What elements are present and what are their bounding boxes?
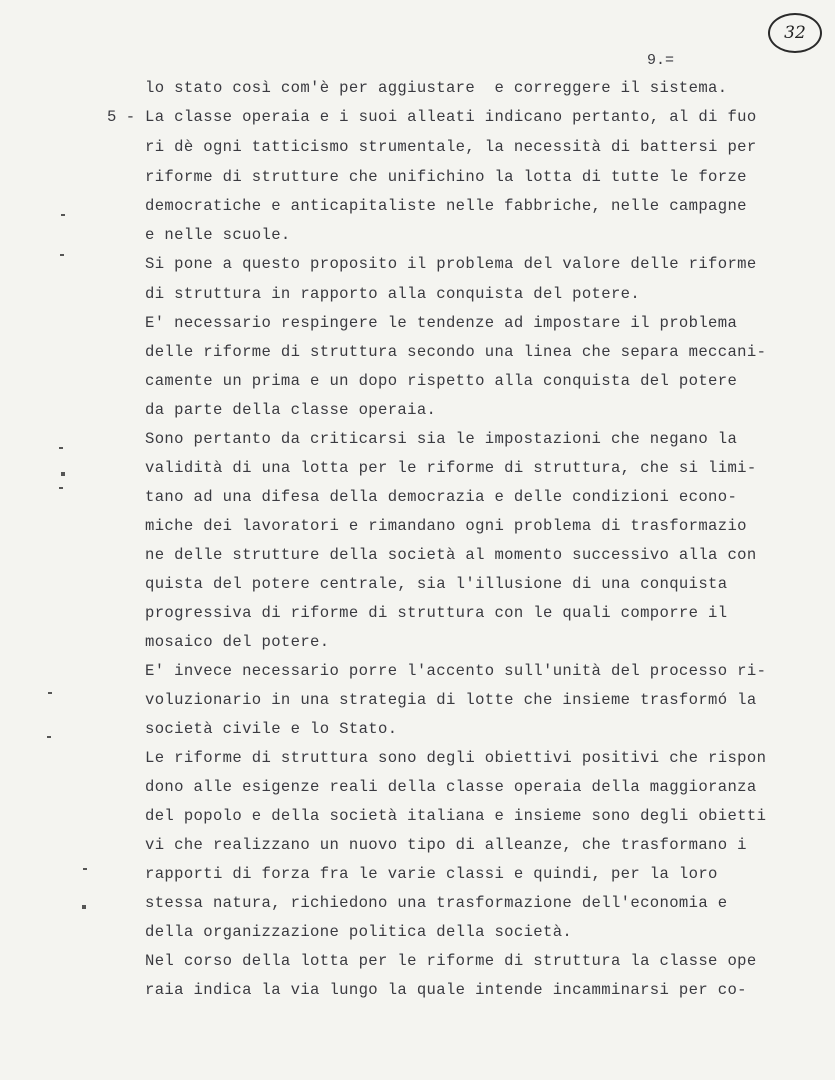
text-line: delle riforme di struttura secondo una linea che separa meccani- [145, 343, 767, 361]
margin-mark [47, 736, 51, 738]
text-line: rapporti di forza fra le varie classi e quindi, per la loro [145, 865, 718, 883]
text-line: vi che realizzano un nuovo tipo di alleanze, che trasformano i [145, 836, 747, 854]
text-line: E' necessario respingere le tendenze ad impostare il problema [145, 314, 738, 332]
text-line: camente un prima e un dopo rispetto alla conquista del potere [145, 372, 738, 390]
text-line: voluzionario in una strategia di lotte che insieme trasformó la [145, 691, 757, 709]
text-line: da parte della classe operaia. [145, 401, 437, 419]
text-line: e nelle scuole. [145, 226, 291, 244]
text-line: quista del potere centrale, sia l'illusione di una conquista [145, 575, 728, 593]
text-line: Sono pertanto da criticarsi sia le impostazioni che negano la [145, 430, 738, 448]
text-line: miche dei lavoratori e rimandano ogni problema di trasformazio [145, 517, 747, 535]
text-line: validità di una lotta per le riforme di struttura, che si limi- [145, 459, 757, 477]
page-stamp: 32 [768, 13, 822, 53]
text-line: di struttura in rapporto alla conquista del potere. [145, 285, 641, 303]
text-line: progressiva di riforme di struttura con le quali comporre il [145, 604, 728, 622]
margin-mark [61, 472, 65, 476]
text-line: lo stato così com'è per aggiustare e correggere il sistema. [145, 79, 728, 97]
text-line: ne delle strutture della società al momento successivo alla con [145, 546, 757, 564]
text-line: tano ad una difesa della democrazia e delle condizioni econo- [145, 488, 738, 506]
text-line: del popolo e della società italiana e insieme sono degli obietti [145, 807, 767, 825]
text-line: E' invece necessario porre l'accento sull'unità del processo ri- [145, 662, 767, 680]
text-line: Le riforme di struttura sono degli obiettivi positivi che rispon [145, 749, 767, 767]
text-line: La classe operaia e i suoi alleati indicano pertanto, al di fuo [145, 108, 757, 126]
text-line: della organizzazione politica della società. [145, 923, 573, 941]
margin-mark [82, 905, 86, 909]
text-line: riforme di strutture che unifichino la lotta di tutte le forze [145, 168, 747, 186]
margin-mark [61, 214, 65, 216]
text-line: dono alle esigenze reali della classe operaia della maggioranza [145, 778, 757, 796]
margin-mark [60, 254, 64, 256]
text-line: società civile e lo Stato. [145, 720, 398, 738]
margin-mark [59, 487, 63, 489]
paragraph-number: 5 - [107, 108, 136, 126]
margin-mark [48, 692, 52, 694]
margin-mark [59, 447, 63, 449]
text-line: mosaico del potere. [145, 633, 330, 651]
page-number: 9.= [647, 52, 675, 69]
text-line: raia indica la via lungo la quale intende incamminarsi per co- [145, 981, 747, 999]
text-line: stessa natura, richiedono una trasformazione dell'economia e [145, 894, 728, 912]
text-line: democratiche e anticapitaliste nelle fabbriche, nelle campagne [145, 197, 747, 215]
text-line: ri dè ogni tatticismo strumentale, la necessità di battersi per [145, 138, 757, 156]
text-line: Nel corso della lotta per le riforme di struttura la classe ope [145, 952, 757, 970]
text-line: Si pone a questo proposito il problema del valore delle riforme [145, 255, 757, 273]
margin-mark [83, 868, 87, 870]
